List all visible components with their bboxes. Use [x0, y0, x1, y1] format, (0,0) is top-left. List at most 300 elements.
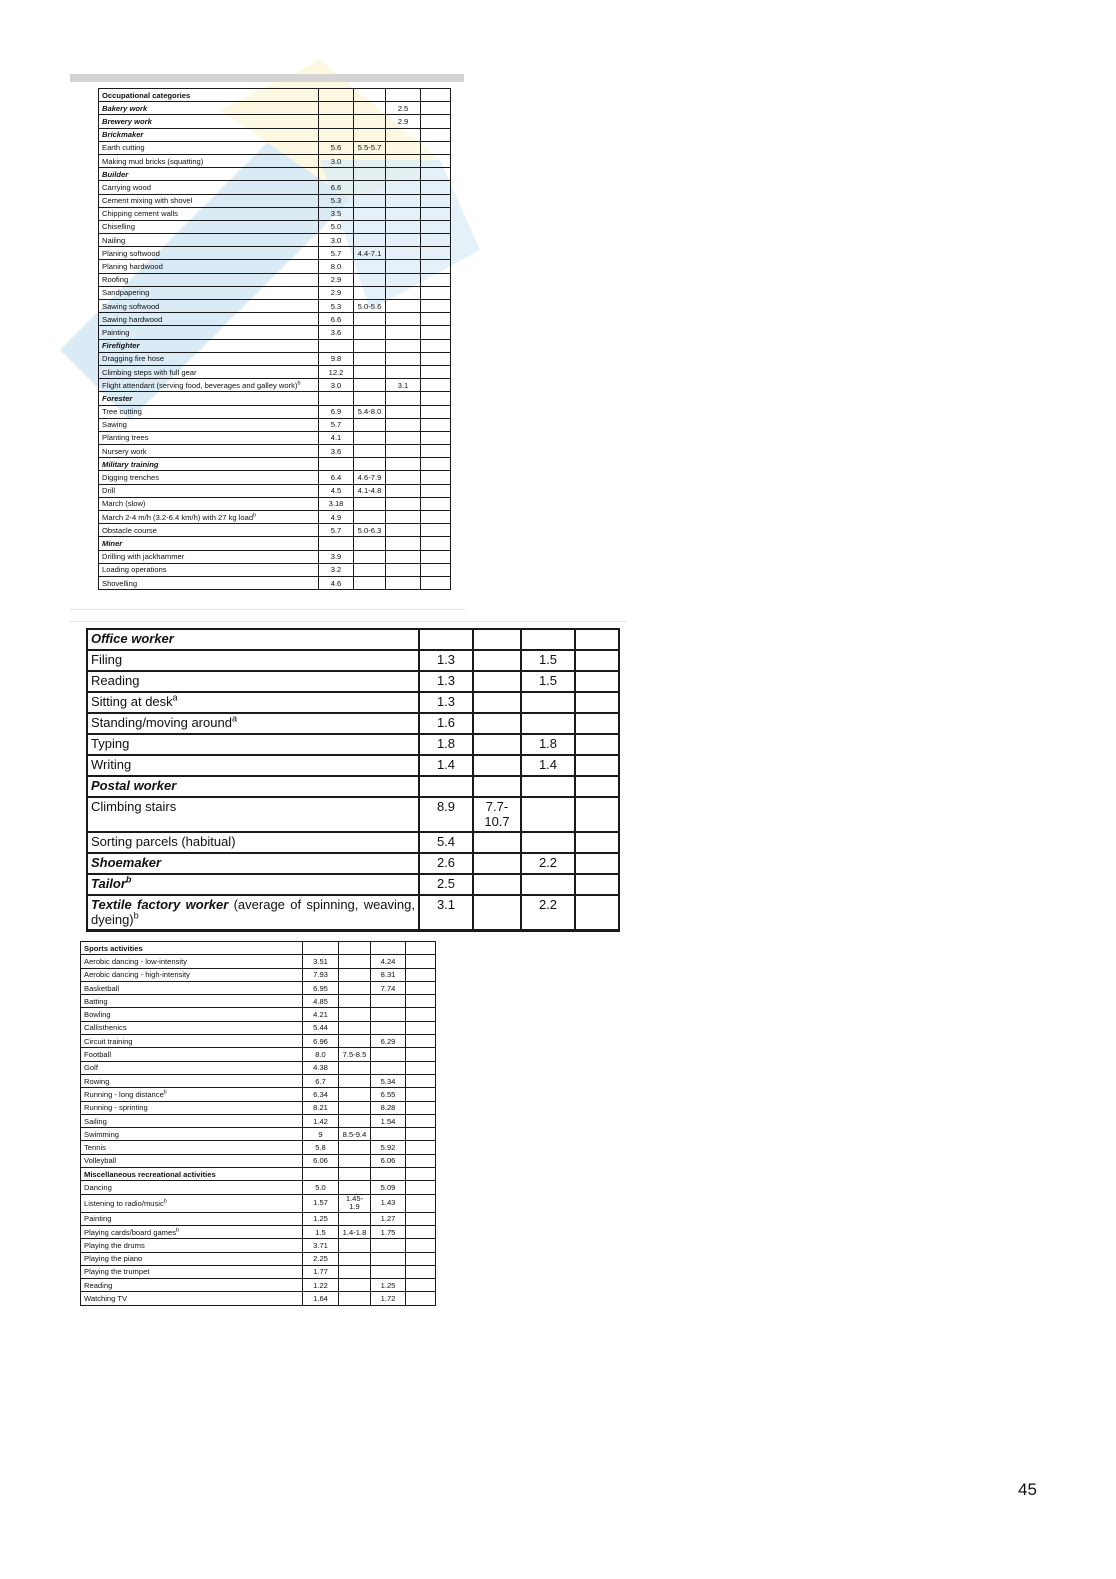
value-cell — [386, 431, 421, 444]
value-cell: 3.51 — [303, 955, 339, 968]
row-label — [87, 895, 419, 931]
row-label-text: Occupational categories — [102, 90, 191, 100]
value-cell: 1.4-1.8 — [339, 1225, 371, 1238]
row-label-text: Volleyball — [84, 1156, 117, 1166]
table-row — [99, 273, 451, 286]
value-cell — [339, 1212, 371, 1225]
value-cell — [354, 326, 386, 339]
row-label-text: March 2-4 m/h (3.2-6.4 km/h) with 27 kg load — [102, 512, 254, 522]
row-label-text: Miscellaneous recreational activities — [84, 1169, 216, 1179]
value-cell: 1.45-1.9 — [339, 1194, 371, 1212]
row-label — [99, 537, 319, 550]
value-cell — [421, 379, 451, 392]
value-cell: 9 — [303, 1128, 339, 1141]
row-label-text: Flight attendant (serving food, beverages and galley work) — [102, 380, 298, 390]
row-label-text: Firefighter — [102, 341, 140, 351]
table-row — [81, 1088, 436, 1101]
value-cell — [406, 1101, 436, 1114]
value-cell — [406, 1048, 436, 1061]
table-row — [99, 154, 451, 167]
value-cell — [421, 524, 451, 537]
row-label — [81, 1101, 303, 1114]
row-label — [87, 629, 419, 650]
value-cell — [406, 1114, 436, 1127]
row-label — [99, 273, 319, 286]
table-row — [99, 313, 451, 326]
value-cell — [521, 776, 575, 797]
value-cell — [371, 1252, 406, 1265]
row-label-text: Making mud bricks (squatting) — [102, 156, 204, 166]
table-row — [99, 102, 451, 115]
value-cell — [386, 352, 421, 365]
row-label-text: Football — [84, 1050, 112, 1060]
row-label — [99, 141, 319, 154]
value-cell: 5.44 — [303, 1021, 339, 1034]
row-label-text: Bakery work — [102, 103, 148, 113]
value-cell — [406, 1008, 436, 1021]
row-label-text: Postal worker — [91, 778, 177, 793]
value-cell — [406, 1212, 436, 1225]
value-cell — [371, 1048, 406, 1061]
value-cell: 5.3 — [319, 300, 354, 313]
value-cell — [386, 563, 421, 576]
value-cell: 6.6 — [319, 181, 354, 194]
table-row — [99, 286, 451, 299]
value-cell — [419, 776, 473, 797]
value-cell: 6.34 — [303, 1088, 339, 1101]
value-cell — [354, 273, 386, 286]
value-cell: 5.3 — [319, 194, 354, 207]
row-label — [87, 776, 419, 797]
table-row — [81, 1168, 436, 1181]
row-label — [81, 1048, 303, 1061]
value-cell — [421, 181, 451, 194]
table-row — [81, 942, 436, 955]
value-cell: 5.7 — [319, 247, 354, 260]
row-label — [81, 1008, 303, 1021]
value-cell — [421, 339, 451, 352]
table-row — [81, 1048, 436, 1061]
value-cell: 5.0-6.3 — [354, 524, 386, 537]
table-row — [81, 1141, 436, 1154]
value-cell: 2.9 — [319, 286, 354, 299]
row-label — [81, 1168, 303, 1181]
value-cell: 5.0 — [303, 1181, 339, 1194]
row-label-text: Aerobic dancing - low-intensity — [84, 956, 187, 966]
row-label — [87, 874, 419, 895]
value-cell — [421, 352, 451, 365]
value-cell — [339, 1114, 371, 1127]
value-cell — [354, 286, 386, 299]
row-label-text: Typing — [91, 736, 130, 751]
row-label — [81, 968, 303, 981]
value-cell — [354, 260, 386, 273]
value-cell — [575, 713, 619, 734]
value-cell: 1.22 — [303, 1279, 339, 1292]
table-row — [99, 300, 451, 313]
value-cell — [386, 220, 421, 233]
footnote-mark: a — [172, 692, 178, 703]
table-row — [99, 550, 451, 563]
value-cell — [473, 853, 521, 874]
value-cell: 1.8 — [521, 734, 575, 755]
footnote-mark: b — [297, 380, 301, 387]
value-cell — [575, 832, 619, 853]
value-cell — [339, 1168, 371, 1181]
value-cell — [406, 1279, 436, 1292]
value-cell — [354, 392, 386, 405]
row-label — [87, 671, 419, 692]
value-cell — [354, 313, 386, 326]
row-label-text: Sorting parcels (habitual) — [91, 834, 236, 849]
value-cell — [421, 418, 451, 431]
value-cell — [386, 576, 421, 589]
row-label-text: Sports activities — [84, 943, 143, 953]
value-cell: 1.25 — [371, 1279, 406, 1292]
value-cell: 1.3 — [419, 671, 473, 692]
footnote-mark: b — [133, 910, 139, 921]
value-cell — [421, 273, 451, 286]
value-cell — [354, 379, 386, 392]
value-cell: 7.7-10.7 — [473, 797, 521, 832]
row-label-text: Brewery work — [102, 116, 152, 126]
value-cell: 1.5 — [521, 671, 575, 692]
value-cell — [371, 1021, 406, 1034]
table-row — [87, 895, 619, 931]
table-row — [99, 392, 451, 405]
row-label-text: Brickmaker — [102, 130, 144, 140]
row-label — [99, 339, 319, 352]
separator-line — [70, 609, 465, 610]
value-cell — [303, 1168, 339, 1181]
row-label — [81, 955, 303, 968]
table-row — [81, 1061, 436, 1074]
value-cell — [575, 895, 619, 931]
value-cell — [421, 300, 451, 313]
value-cell — [421, 511, 451, 524]
value-cell — [421, 484, 451, 497]
value-cell — [386, 550, 421, 563]
row-label-text: Batting — [84, 996, 108, 1006]
row-label — [99, 471, 319, 484]
row-label-text: Aerobic dancing - high-intensity — [84, 970, 190, 980]
value-cell — [354, 365, 386, 378]
value-cell: 3.6 — [319, 445, 354, 458]
row-label-text: Planting trees — [102, 433, 149, 443]
value-cell — [421, 550, 451, 563]
value-cell — [339, 1181, 371, 1194]
row-label-text: Playing the trumpet — [84, 1267, 150, 1277]
value-cell — [354, 102, 386, 115]
row-label — [87, 692, 419, 713]
value-cell: 4.85 — [303, 995, 339, 1008]
value-cell — [386, 405, 421, 418]
row-label-text: Dancing — [84, 1182, 112, 1192]
value-cell — [421, 392, 451, 405]
row-label-text: Tailor — [91, 876, 126, 891]
value-cell — [354, 339, 386, 352]
row-label-text: Climbing stairs — [91, 799, 177, 814]
row-label — [87, 797, 419, 832]
value-cell: 3.71 — [303, 1239, 339, 1252]
table-row — [99, 207, 451, 220]
value-cell: 1.4 — [419, 755, 473, 776]
row-label-text: March (slow) — [102, 499, 146, 509]
row-label-text: Forester — [102, 393, 133, 403]
value-cell: 5.7 — [319, 418, 354, 431]
value-cell — [421, 141, 451, 154]
value-cell — [575, 650, 619, 671]
row-label — [99, 563, 319, 576]
value-cell — [473, 713, 521, 734]
value-cell — [386, 286, 421, 299]
row-label — [99, 247, 319, 260]
row-label-text: Nursery work — [102, 446, 147, 456]
row-label-text: Running - sprinting — [84, 1103, 148, 1113]
row-label — [99, 220, 319, 233]
value-cell — [386, 392, 421, 405]
table-row — [81, 1194, 436, 1212]
value-cell — [339, 1074, 371, 1087]
row-label — [99, 497, 319, 510]
value-cell: 1.57 — [303, 1194, 339, 1212]
value-cell — [421, 537, 451, 550]
row-label — [81, 1061, 303, 1074]
value-cell — [339, 1154, 371, 1167]
row-label — [99, 115, 319, 128]
value-cell: 1.8 — [419, 734, 473, 755]
page-number: 45 — [1018, 1480, 1037, 1499]
value-cell: 8.9 — [419, 797, 473, 832]
row-label — [81, 1114, 303, 1127]
row-label-text: Dragging fire hose — [102, 354, 165, 364]
value-cell — [386, 154, 421, 167]
row-label — [81, 1181, 303, 1194]
row-label — [99, 194, 319, 207]
row-label-text: Carrying wood — [102, 182, 151, 192]
value-cell — [386, 365, 421, 378]
row-label-text: (average of spinning, weaving, dyeing) — [91, 897, 416, 927]
row-label — [99, 300, 319, 313]
row-label-text: Planing softwood — [102, 248, 160, 258]
value-cell — [575, 629, 619, 650]
row-label — [81, 1194, 303, 1212]
value-cell: 5.34 — [371, 1074, 406, 1087]
value-cell: 5.4 — [419, 832, 473, 853]
row-label-text: Standing/moving around — [91, 715, 232, 730]
row-label — [87, 853, 419, 874]
value-cell — [386, 537, 421, 550]
value-cell — [421, 458, 451, 471]
value-cell — [319, 115, 354, 128]
value-cell — [473, 734, 521, 755]
value-cell: 1.43 — [371, 1194, 406, 1212]
value-cell: 5.4-8.0 — [354, 405, 386, 418]
row-label — [99, 313, 319, 326]
table-row — [81, 1279, 436, 1292]
value-cell — [386, 484, 421, 497]
value-cell: 3.6 — [319, 326, 354, 339]
value-cell — [406, 1035, 436, 1048]
value-cell — [575, 797, 619, 832]
separator-line — [70, 621, 626, 622]
table-row — [81, 1074, 436, 1087]
row-label-text: Reading — [84, 1280, 113, 1290]
table-row — [99, 431, 451, 444]
row-label-text: Sawing softwood — [102, 301, 160, 311]
table-row — [99, 497, 451, 510]
value-cell — [421, 445, 451, 458]
value-cell: 1.5 — [303, 1225, 339, 1238]
value-cell — [421, 497, 451, 510]
footnote-mark: b — [176, 1227, 179, 1234]
value-cell — [354, 352, 386, 365]
table-row — [99, 115, 451, 128]
value-cell: 4.38 — [303, 1061, 339, 1074]
value-cell: 3.5 — [319, 207, 354, 220]
row-label-text: Playing the piano — [84, 1254, 143, 1264]
value-cell — [386, 339, 421, 352]
row-label — [99, 207, 319, 220]
value-cell — [406, 1061, 436, 1074]
row-label-text: Roofing — [102, 275, 129, 285]
office-worker-table — [86, 628, 620, 932]
value-cell — [473, 874, 521, 895]
row-label-text: Listening to radio/music — [84, 1198, 164, 1208]
row-label — [81, 1252, 303, 1265]
row-label — [99, 379, 319, 392]
row-label — [99, 154, 319, 167]
table-row — [99, 524, 451, 537]
value-cell — [386, 89, 421, 102]
table-row — [99, 352, 451, 365]
row-label — [99, 102, 319, 115]
row-label-text: Sailing — [84, 1116, 107, 1126]
value-cell — [339, 1252, 371, 1265]
value-cell — [521, 629, 575, 650]
row-label-text: Drill — [102, 486, 116, 496]
row-label — [99, 484, 319, 497]
value-cell: 9.8 — [319, 352, 354, 365]
value-cell — [386, 234, 421, 247]
value-cell: 1.6 — [419, 713, 473, 734]
value-cell — [339, 981, 371, 994]
table-row — [99, 445, 451, 458]
value-cell — [386, 497, 421, 510]
row-label-text: Sitting at desk — [91, 694, 173, 709]
table-row — [87, 776, 619, 797]
value-cell — [371, 1265, 406, 1278]
row-label-text: Shoemaker — [91, 855, 162, 870]
row-label-text: Climbing steps with full gear — [102, 367, 197, 377]
value-cell: 4.21 — [303, 1008, 339, 1021]
value-cell: 6.6 — [319, 313, 354, 326]
row-label-text: Reading — [91, 673, 140, 688]
row-label — [81, 1279, 303, 1292]
row-label — [81, 1212, 303, 1225]
table-row — [81, 1008, 436, 1021]
row-label-text: Sawing hardwood — [102, 314, 163, 324]
row-label — [99, 352, 319, 365]
value-cell — [406, 1292, 436, 1305]
table-row — [87, 755, 619, 776]
table-row — [99, 405, 451, 418]
occupational-table — [98, 88, 451, 590]
table-row — [81, 1114, 436, 1127]
value-cell — [354, 576, 386, 589]
value-cell: 8.21 — [303, 1101, 339, 1114]
value-cell — [406, 968, 436, 981]
value-cell: 8.0 — [303, 1048, 339, 1061]
row-label — [81, 1074, 303, 1087]
row-label-text: Chiselling — [102, 222, 135, 232]
value-cell — [386, 247, 421, 260]
value-cell: 4.9 — [319, 511, 354, 524]
row-label — [81, 942, 303, 955]
value-cell: 2.5 — [386, 102, 421, 115]
row-label — [81, 1128, 303, 1141]
value-cell — [354, 550, 386, 563]
value-cell — [354, 207, 386, 220]
value-cell — [421, 154, 451, 167]
value-cell — [319, 102, 354, 115]
value-cell — [406, 995, 436, 1008]
table-row — [99, 326, 451, 339]
table-row — [99, 563, 451, 576]
row-label — [99, 89, 319, 102]
table-row — [87, 734, 619, 755]
table-row — [99, 365, 451, 378]
row-label — [81, 1265, 303, 1278]
value-cell — [575, 692, 619, 713]
table-row — [81, 995, 436, 1008]
value-cell — [319, 537, 354, 550]
value-cell: 8.28 — [371, 1101, 406, 1114]
row-label — [99, 326, 319, 339]
row-label-text: Earth cutting — [102, 143, 145, 153]
row-label — [99, 524, 319, 537]
value-cell — [406, 1225, 436, 1238]
value-cell — [339, 995, 371, 1008]
row-label — [99, 550, 319, 563]
value-cell: 5.09 — [371, 1181, 406, 1194]
value-cell: 6.4 — [319, 471, 354, 484]
row-label — [99, 234, 319, 247]
value-cell — [406, 1021, 436, 1034]
value-cell — [354, 445, 386, 458]
value-cell — [406, 1154, 436, 1167]
row-label-text: Bowling — [84, 1010, 111, 1020]
table-row — [99, 234, 451, 247]
value-cell — [354, 220, 386, 233]
value-cell — [421, 207, 451, 220]
value-cell — [421, 326, 451, 339]
value-cell: 6.06 — [371, 1154, 406, 1167]
value-cell — [354, 128, 386, 141]
table-row — [99, 576, 451, 589]
row-label-text: Painting — [102, 327, 130, 337]
value-cell: 3.0 — [319, 154, 354, 167]
row-label-text: Writing — [91, 757, 132, 772]
value-cell — [421, 431, 451, 444]
value-cell — [354, 537, 386, 550]
value-cell — [406, 1239, 436, 1252]
value-cell — [339, 1239, 371, 1252]
value-cell — [339, 1101, 371, 1114]
value-cell: 3.1 — [419, 895, 473, 931]
row-label-text: Callisthenics — [84, 1023, 127, 1033]
value-cell: 2.5 — [419, 874, 473, 895]
